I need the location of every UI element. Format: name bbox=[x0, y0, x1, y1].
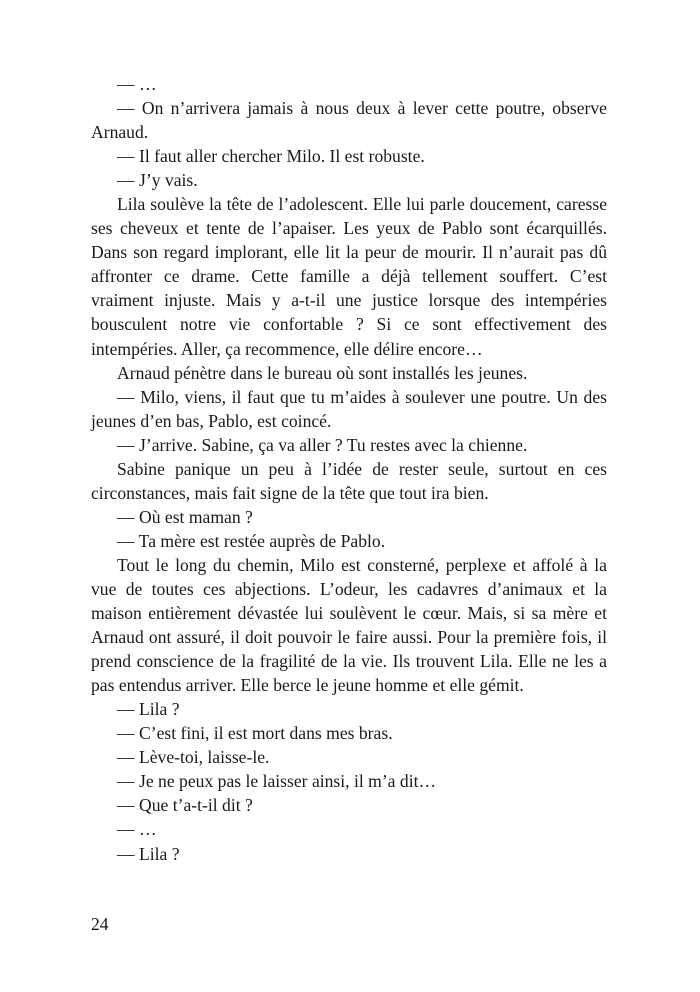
paragraph: — Il faut aller chercher Milo. Il est robuste. bbox=[117, 146, 425, 167]
paragraph: — … bbox=[117, 74, 157, 94]
paragraph: — … bbox=[117, 819, 157, 840]
paragraph: Tout le long du chemin, Milo est consterné, perplexe et affolé à la vue de toutes ces abjections. L’odeur, les cadavres d’animaux et la maison entièrement dévastée lui soulèvent le cœur. Mais, si sa mère et Arnaud ont assuré, il doit pouvoir le faire aussi. Pour la première fois, il prend conscience de la fragilité de la vie. Ils trouvent Lila. Elle ne les a pas entendus arriver. Elle berce le jeune homme et elle gémit. bbox=[91, 554, 607, 696]
paragraph: Sabine panique un peu à l’idée de rester seule, surtout en ces circonstances, mais fait signe de la tête que tout ira bien. bbox=[91, 458, 607, 503]
paragraph: — Lila ? bbox=[117, 843, 180, 864]
paragraph: — On n’arrivera jamais à nous deux à lever cette poutre, observe Arnaud. bbox=[91, 98, 607, 143]
paragraph: — J’arrive. Sabine, ça va aller ? Tu restes avec la chienne. bbox=[117, 434, 528, 455]
paragraph: — Que t’a-t-il dit ? bbox=[117, 795, 253, 816]
paragraph: — Lila ? bbox=[117, 699, 180, 720]
page-number: 24 bbox=[91, 914, 109, 934]
paragraph: — Milo, viens, il faut que tu m’aides à soulever une poutre. Un des jeunes d’en bas, Pablo, est coincé. bbox=[91, 386, 607, 431]
book-page-text bbox=[91, 72, 607, 866]
paragraph: — Où est maman ? bbox=[117, 506, 253, 527]
paragraph: — J’y vais. bbox=[117, 170, 198, 191]
paragraph: — C’est fini, il est mort dans mes bras. bbox=[117, 723, 393, 744]
paragraph: — Je ne peux pas le laisser ainsi, il m’a dit… bbox=[117, 771, 437, 792]
paragraph: — Ta mère est restée auprès de Pablo. bbox=[117, 530, 386, 551]
paragraph: Arnaud pénètre dans le bureau où sont installés les jeunes. bbox=[117, 362, 528, 383]
paragraph: — Lève-toi, laisse-le. bbox=[117, 747, 270, 768]
paragraph: Lila soulève la tête de l’adolescent. Elle lui parle doucement, caresse ses cheveux et tente de l’apaiser. Les yeux de Pablo sont écarquillés. Dans son regard implorant, elle lit la peur de mourir. Il n’aurait pas dû affronter ce drame. Cette famille a déjà tellement souffert. C’est vraiment injuste. Mais y a-t-il une justice lorsque des intempéries bousculent notre vie confortable ? Si ce sont effectivement des intempéries. Aller, ça recommence, elle délire encore… bbox=[91, 194, 607, 359]
